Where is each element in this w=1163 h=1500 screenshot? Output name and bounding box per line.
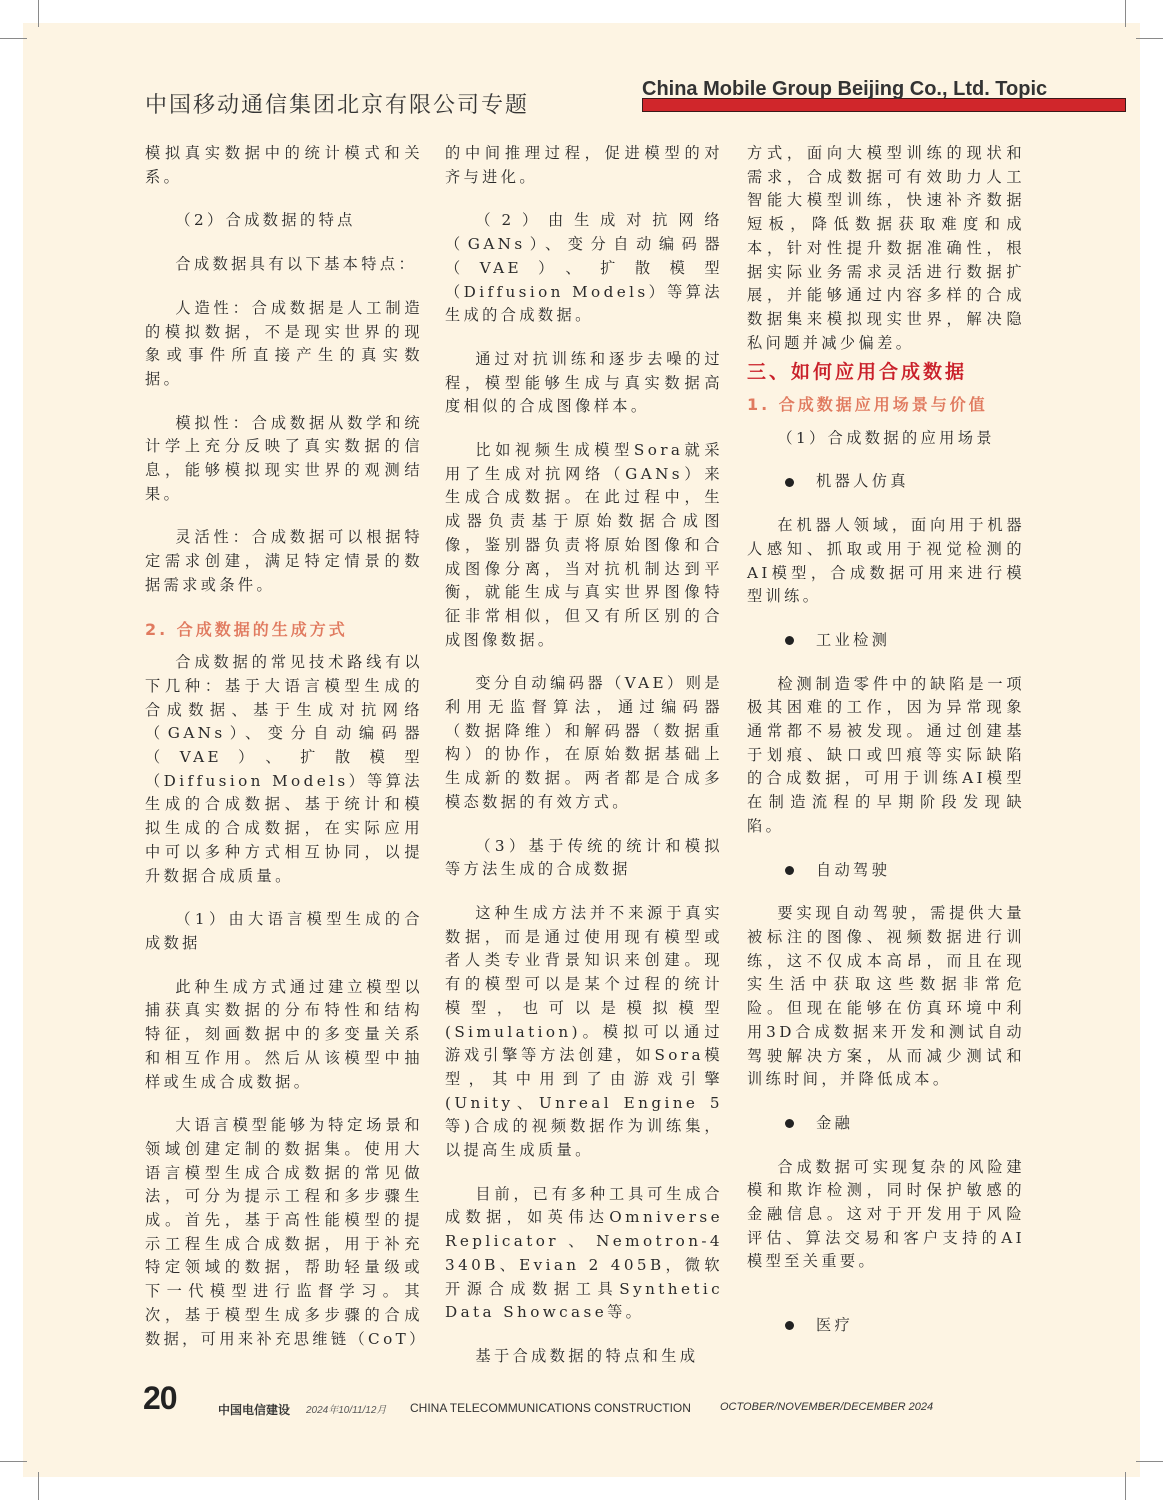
paragraph: 要实现自动驾驶，需提供大量被标注的图像、视频数据进行训练，这不仅成本高昂，而且在现实生活中获取这些数据非常危险。但现在能够在仿真环境中利用3D合成数据来开发和测试自动驾驶解决方案，从而减少测试和训练时间，并降低成本。 xyxy=(747,904,1025,1089)
bullet-icon xyxy=(785,866,794,875)
crop-mark xyxy=(1136,38,1163,39)
crop-mark xyxy=(1125,0,1126,27)
column-3 xyxy=(747,142,1025,1358)
bullet-label: 机器人仿真 xyxy=(816,472,909,491)
column-1 xyxy=(145,142,428,1371)
subsection-heading: （2）合成数据的特点 xyxy=(175,211,356,230)
paragraph: 灵活性：合成数据可以根据特定需求创建，满足特定情景的数据需求或条件。 xyxy=(145,528,423,594)
bullet-item-finance xyxy=(747,1112,1025,1136)
bullet-item-healthcare xyxy=(747,1314,1025,1338)
subsection-heading: （3）基于传统的统计和模拟等方法生成的合成数据 xyxy=(445,836,723,879)
bullet-icon xyxy=(785,1119,794,1128)
bullet-label: 自动驾驶 xyxy=(816,860,891,879)
footer-brand-en: CHINA TELECOMMUNICATIONS CONSTRUCTION xyxy=(410,1401,691,1415)
paragraph: 检测制造零件中的缺陷是一项极其困难的工作，因为异常现象通常都不易被发现。通过创建基于划痕、缺口或凹痕等实际缺陷的合成数据，可用于训练AI模型在制造流程的早期阶段发现缺陷。 xyxy=(747,674,1025,835)
section-heading-apply: 三、如何应用合成数据 xyxy=(747,361,968,384)
paragraph: 比如视频生成模型Sora就采用了生成对抗网络（GANs）来生成合成数据。在此过程中，生成器负责基于原始数据合成图像，鉴别器负责将原始图像和合成图像分离，当对抗机制达到平衡，就能生成与真实世界图像特征非常相似，但又有所区别的合成图像数据。 xyxy=(445,441,723,649)
subsection-heading: （1）合成数据的应用场景 xyxy=(777,428,995,447)
footer-brand-cn: 中国电信建设 xyxy=(218,1403,291,1417)
paragraph: 模拟真实数据中的统计模式和关系。 xyxy=(145,144,423,186)
bullet-icon xyxy=(785,636,794,645)
paragraph: 人造性：合成数据是人工制造的模拟数据，不是现实世界的现象或事件所直接产生的真实数据。 xyxy=(145,298,423,388)
crop-mark xyxy=(1136,1461,1163,1462)
header-title-cn: 中国移动通信集团北京有限公司专题 xyxy=(145,93,530,118)
crop-mark xyxy=(38,1472,39,1500)
paragraph: 合成数据可实现复杂的风险建模和欺诈检测，同时保护敏感的金融信息。这对于开发用于风险评估、算法交易和客户支持的AI模型至关重要。 xyxy=(747,1157,1025,1271)
crop-mark xyxy=(0,38,27,39)
bullet-item-industrial xyxy=(747,629,1025,653)
paragraph: 合成数据的常见技术路线有以下几种：基于大语言模型生成的合成数据、基于生成对抗网络（GANs）、变分自动编码器（VAE）、扩散模型（Diffusion Models）等算法生成的合成数据、基于统计和模拟生成的合成数据，在实际应用中可以多种方式相互协同，以提升数据合成质量。 xyxy=(145,653,423,885)
header-title-en: China Mobile Group Beijing Co., Ltd. Topic xyxy=(642,78,1048,100)
crop-mark xyxy=(1125,1472,1126,1500)
section-heading-generation: 2. 合成数据的生成方式 xyxy=(145,619,348,639)
crop-mark xyxy=(0,1461,27,1462)
page-number: 20 xyxy=(143,1380,177,1416)
paragraph: 方式，面向大模型训练的现状和需求，合成数据可有效助力人工智能大模型训练，快速补齐数据短板，降低数据获取难度和成本，针对性提升数据准确性，根据实际业务需求灵活进行数据扩展，并能够通过内容多样的合成数据集来模拟现实世界，解决隐私问题并减少偏差。 xyxy=(747,144,1025,352)
footer-date-cn: 2024年10/11/12月 xyxy=(306,1405,387,1416)
subsection-heading-scenarios: 1. 合成数据应用场景与价值 xyxy=(747,395,988,415)
paragraph: 合成数据具有以下基本特点： xyxy=(175,255,418,274)
paragraph: 模拟性：合成数据从数学和统计学上充分反映了真实数据的信息，能够模拟现实世界的观测结果。 xyxy=(145,413,423,503)
paragraph: 大语言模型能够为特定场景和领域创建定制的数据集。使用大语言模型生成合成数据的常见做法，可分为提示工程和多步骤生成。首先，基于高性能模型的提示工程生成合成数据，用于补充特定领域的数据，帮助轻量级或下一代模型进行监督学习。其次，基于模型生成多步骤的合成数据，可用来补充思维链（CoT） xyxy=(145,1116,428,1348)
crop-mark xyxy=(38,0,39,27)
bullet-item-robotics xyxy=(747,470,1025,494)
subsection-heading: （1）由大语言模型生成的合成数据 xyxy=(145,910,423,952)
bullet-icon xyxy=(785,1321,794,1330)
paragraph: 目前，已有多种工具可生成合成数据，如英伟达Omniverse Replicator、Nemotron-4 340B、Evian 2 405B，微软开源合成数据工具Synthetic Data Showcase等。 xyxy=(445,1184,723,1322)
paragraph: 基于合成数据的特点和生成 xyxy=(475,1346,699,1365)
column-2 xyxy=(445,142,723,1389)
paragraph: 这种生成方法并不来源于真实数据，而是通过使用现有模型或者人类专业背景知识来创建。现有的模型可以是某个过程的统计模型，也可以是模拟模型(Simulation)。模拟可以通过游戏引擎等方法创建，如Sora模型，其中用到了由游戏引擎(Unity、Unreal Engine 5等)合成的视频数据作为训练集，以提高生成质量。 xyxy=(445,903,723,1160)
bullet-label: 工业检测 xyxy=(816,630,891,649)
paragraph: 变分自动编码器（VAE）则是利用无监督算法，通过编码器（数据降维）和解码器（数据重构）的协作，在原始数据基础上生成新的数据。两者都是合成多模态数据的有效方式。 xyxy=(445,674,723,811)
paragraph: 的中间推理过程，促进模型的对齐与进化。 xyxy=(445,144,723,186)
footer-date-en: OCTOBER/NOVEMBER/DECEMBER 2024 xyxy=(720,1401,934,1413)
paragraph: 此种生成方式通过建立模型以捕获真实数据的分布特性和结构特征，刻画数据中的多变量关系和相互作用。然后从该模型中抽样或生成合成数据。 xyxy=(145,977,423,1091)
paragraph: 在机器人领域，面向用于机器人感知、抓取或用于视觉检测的AI模型，合成数据可用来进行模型训练。 xyxy=(747,516,1025,606)
bullet-icon xyxy=(785,478,794,487)
paragraph: 通过对抗训练和逐步去噪的过程，模型能够生成与真实数据高度相似的合成图像样本。 xyxy=(445,349,723,416)
bullet-label: 金融 xyxy=(816,1113,854,1132)
bullet-item-autonomous-driving xyxy=(747,859,1025,883)
bullet-label: 医疗 xyxy=(816,1316,854,1335)
subsection-heading: （2）由生成对抗网络（GANs）、变分自动编码器（VAE）、扩散模型（Diffusion Models）等算法生成的合成数据。 xyxy=(445,211,723,325)
